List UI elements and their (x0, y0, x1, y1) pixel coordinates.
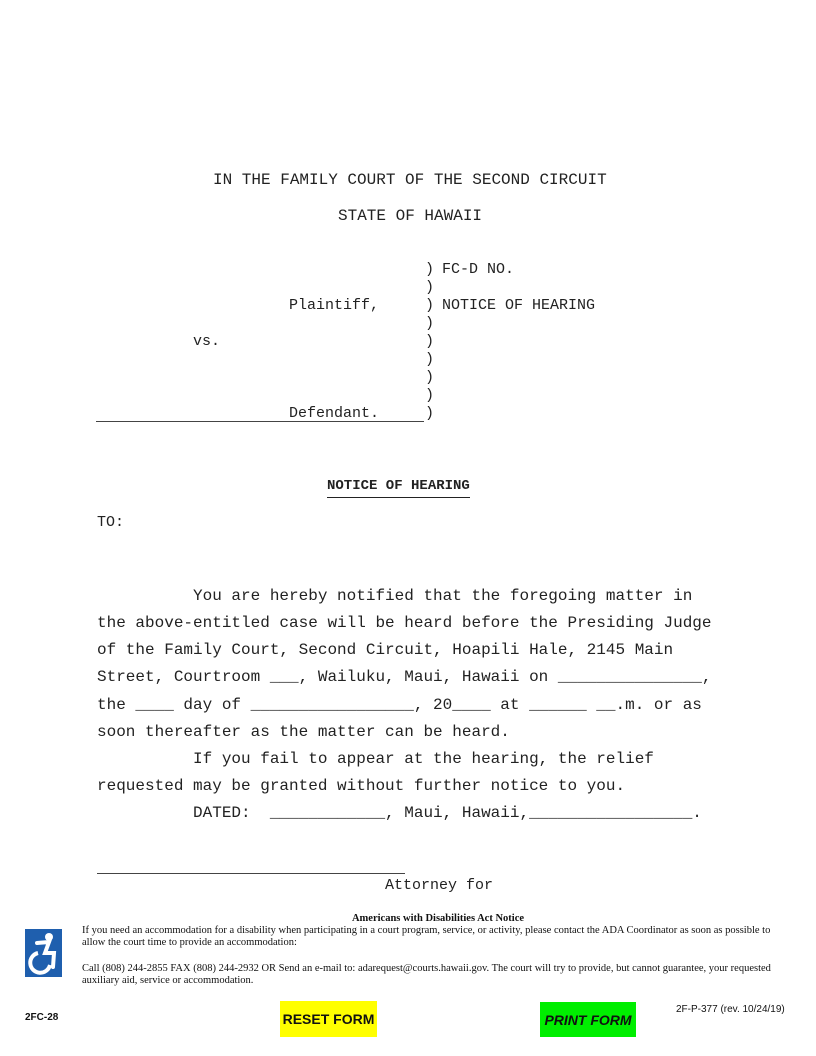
body-line: If you fail to appear at the hearing, the relief (97, 750, 654, 768)
paren: ) (425, 297, 435, 314)
body-line: You are hereby notified that the foregoing matter in (97, 587, 693, 605)
body-line: requested may be granted without further notice to you. (97, 777, 626, 795)
paren: ) (425, 351, 435, 368)
body-line: of the Family Court, Second Circuit, Hoapili Hale, 2145 Main (97, 641, 674, 659)
paren: ) (425, 405, 435, 422)
print-form-button[interactable]: PRINT FORM (540, 1002, 636, 1037)
paren: ) (425, 369, 435, 386)
body-line: DATED: ____________, Maui, Hawaii,_________________. (97, 804, 702, 822)
paren: ) (425, 315, 435, 332)
plaintiff-label: Plaintiff, (289, 297, 380, 314)
state-name: STATE OF HAWAII (338, 207, 483, 225)
ada-paragraph-1: If you need an accommodation for a disability when participating in a court program, service, or activity, please contact the ADA Coordinator as soon as possible to allow the court time to provide an accommodation: (82, 925, 771, 948)
accessibility-icon (25, 929, 62, 977)
attorney-label: Attorney for (385, 877, 494, 894)
ada-title: Americans with Disabilities Act Notice (351, 913, 525, 924)
defendant-line (96, 421, 424, 422)
court-name: IN THE FAMILY COURT OF THE SECOND CIRCUIT (213, 171, 607, 189)
paren: ) (425, 333, 435, 350)
body-line: the ____ day of _________________, 20____ at ______ __.m. or as (97, 696, 702, 714)
defendant-label: Defendant. (289, 405, 380, 422)
signature-line (97, 873, 405, 874)
form-code: 2FC-28 (25, 1012, 59, 1023)
revision-label: 2F-P-377 (rev. 10/24/19) (676, 1004, 785, 1015)
body-line: Street, Courtroom ___, Wailuku, Maui, Hawaii on _______________, (97, 668, 712, 686)
to-label: TO: (97, 514, 125, 531)
paren: ) (425, 387, 435, 404)
body-line: the above-entitled case will be heard before the Presiding Judge (97, 614, 712, 632)
body-line: soon thereafter as the matter can be heard. (97, 723, 510, 741)
notice-title: NOTICE OF HEARING (327, 477, 470, 498)
reset-form-button[interactable]: RESET FORM (280, 1001, 377, 1037)
document-title: NOTICE OF HEARING (442, 297, 596, 314)
ada-paragraph-2: Call (808) 244-2855 FAX (808) 244-2932 OR Send an e-mail to: adarequest@courts.hawaii.gov. The court will try to provide, but cannot guarantee, your requested auxiliary aid, service or accommodation. (82, 963, 771, 986)
vs-label: vs. (193, 333, 221, 350)
paren: ) (425, 261, 435, 278)
paren: ) (425, 279, 435, 296)
case-number-label: FC-D NO. (442, 261, 515, 278)
